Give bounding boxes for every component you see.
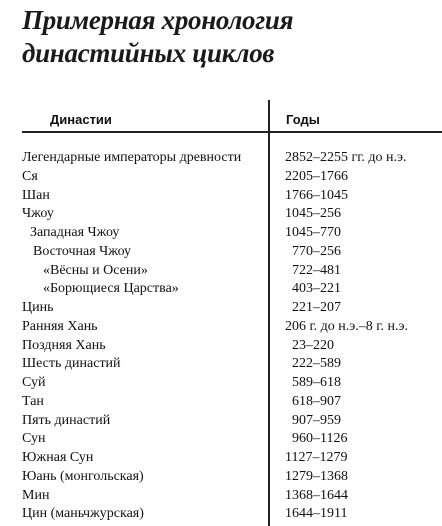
table-row — [0, 187, 442, 206]
table-row — [0, 505, 442, 524]
dynasty-years: 1279–1368 — [285, 468, 348, 484]
table-body — [0, 149, 442, 524]
table-row — [0, 280, 442, 299]
table-row — [0, 412, 442, 431]
dynasty-name: Поздняя Хань — [22, 337, 106, 353]
header-divider — [22, 131, 442, 133]
table-row — [0, 393, 442, 412]
dynasty-name: Юань (монгольская) — [22, 468, 144, 484]
table-row — [0, 468, 442, 487]
dynasty-name: Южная Сун — [22, 450, 94, 465]
dynasty-years: 1045–256 — [285, 206, 341, 222]
dynasty-years: 403–221 — [292, 281, 341, 297]
dynasty-name: «Вёсны и Осени» — [43, 262, 148, 278]
dynasty-years: 907–959 — [292, 412, 341, 428]
table-row — [0, 449, 442, 468]
dynasty-years: 618–907 — [292, 393, 341, 409]
dynasty-name: Шан — [22, 187, 50, 203]
table-row — [0, 168, 442, 187]
dynasty-years: 770–256 — [292, 243, 341, 259]
table-row — [0, 205, 442, 224]
dynasty-years: 1368–1644 — [285, 487, 348, 503]
table-row — [0, 337, 442, 356]
title-line-2: династийных циклов — [22, 38, 275, 68]
column-header-dynasties: Династии — [50, 112, 112, 127]
dynasty-name: Мин — [22, 487, 50, 503]
table-row — [0, 262, 442, 281]
table-row — [0, 149, 442, 168]
dynasty-years: 222–589 — [292, 356, 341, 372]
dynasty-name: Легендарные императоры древности — [22, 150, 242, 165]
dynasty-years: 221–207 — [292, 300, 341, 315]
dynasty-name: Ранняя Хань — [22, 318, 98, 334]
dynasty-name: Восточная Чжоу — [33, 243, 132, 259]
table-row — [0, 374, 442, 393]
table-row — [0, 487, 442, 506]
dynasty-years: 2852–2255 гг. до н.э. — [285, 150, 407, 165]
title-line-1: Примерная хронология — [22, 5, 294, 35]
table-row — [0, 318, 442, 337]
dynasty-years: 1045–770 — [285, 225, 341, 240]
dynasty-years: 1644–1911 — [285, 506, 348, 522]
dynasty-years: 1766–1045 — [285, 187, 348, 203]
column-header-years: Годы — [286, 112, 320, 127]
dynasty-name: «Борющиеся Царства» — [43, 281, 179, 297]
dynasty-name: Ся — [22, 168, 38, 184]
table-row — [0, 224, 442, 243]
dynasty-name: Западная Чжоу — [30, 225, 120, 240]
dynasty-name: Пять династий — [22, 412, 111, 428]
dynasty-years: 960–1126 — [292, 431, 348, 447]
dynasty-name: Чжоу — [22, 206, 54, 222]
dynasty-years: 1127–1279 — [285, 450, 348, 465]
dynasty-years: 589–618 — [292, 375, 341, 390]
dynasty-name: Цин (маньчжурская) — [22, 506, 144, 522]
table-row — [0, 299, 442, 318]
table-row — [0, 355, 442, 374]
dynasty-years: 206 г. до н.э.–8 г. н.э. — [285, 318, 408, 334]
dynasty-years: 2205–1766 — [285, 168, 348, 184]
dynasty-name: Тан — [22, 393, 44, 409]
dynasty-years: 23–220 — [292, 337, 334, 353]
dynasty-name: Цинь — [22, 300, 54, 315]
dynasty-name: Шесть династий — [22, 356, 121, 372]
table-row — [0, 430, 442, 449]
dynasty-name: Сун — [22, 431, 46, 447]
dynasty-name: Суй — [22, 375, 46, 390]
table-row — [0, 243, 442, 262]
dynasty-years: 722–481 — [292, 262, 341, 278]
